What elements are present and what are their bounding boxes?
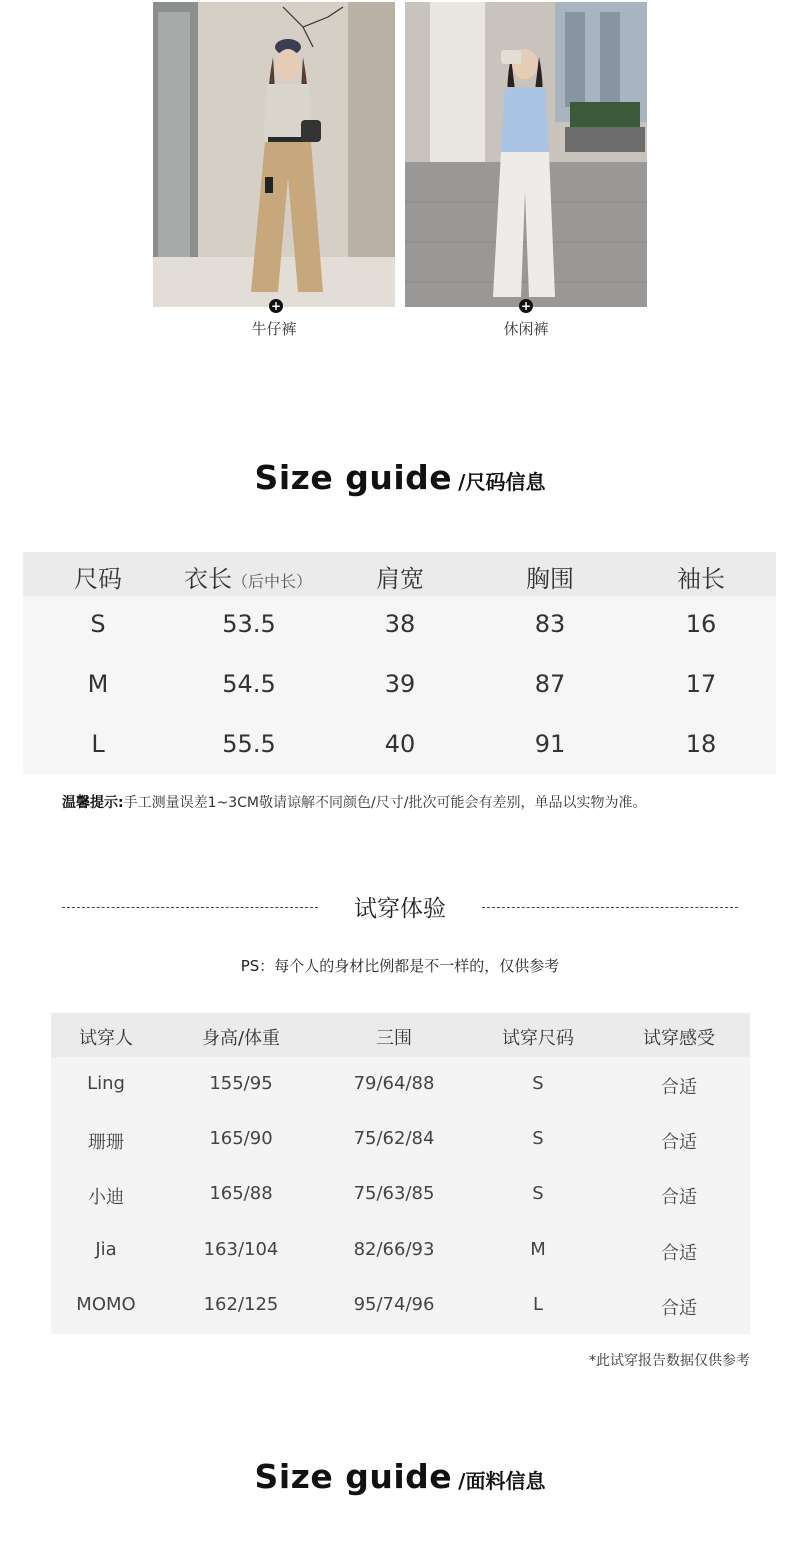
cell-chest: 87 (534, 670, 566, 698)
cell-tester: Jia (95, 1239, 117, 1260)
product-photo-jeans[interactable] (153, 2, 395, 307)
product-caption-jeans: 牛仔裤 (251, 320, 297, 338)
cell-tester: 小迪 (88, 1187, 124, 1208)
tip-text: 手工测量误差1~3CM敬请谅解不同颜色/尺寸/批次可能会有差别，单品以实物为准。 (123, 795, 647, 811)
cell-sleeve: 18 (685, 730, 717, 758)
cell-shoulder: 39 (384, 670, 416, 698)
add-casual-pants-button[interactable]: + (520, 299, 532, 313)
header-length-label: 衣长 (183, 565, 232, 593)
cell-feeling: 合适 (661, 1187, 697, 1208)
cell-feeling: 合适 (661, 1298, 697, 1319)
fabric-guide-title (0, 1457, 800, 1496)
cell-chest: 91 (534, 730, 566, 758)
cell-feeling: 合适 (661, 1243, 697, 1264)
cell-height-weight: 165/88 (209, 1183, 273, 1204)
product-caption-casual-pants: 休闲裤 (503, 320, 549, 338)
header-tester: 试穿人 (79, 1028, 133, 1049)
cell-tried-size: S (532, 1073, 544, 1094)
cell-tester: 珊珊 (88, 1132, 124, 1153)
size-guide-subheading: /尺码信息 (458, 470, 546, 494)
cell-tried-size: S (532, 1128, 544, 1149)
cell-tester: Ling (87, 1073, 125, 1094)
cell-tried-size: M (530, 1239, 546, 1260)
cell-shoulder: 38 (384, 610, 416, 638)
cell-size: L (91, 730, 105, 758)
cell-measurements: 75/62/84 (353, 1128, 435, 1149)
fabric-guide-subheading: /面料信息 (458, 1469, 546, 1493)
cell-tried-size: S (532, 1183, 544, 1204)
cell-height-weight: 155/95 (209, 1073, 273, 1094)
header-length-note: （后中长） (231, 572, 312, 591)
header-shoulder: 肩宽 (376, 565, 424, 593)
fabric-guide-heading: Size guide (254, 1457, 453, 1496)
cell-size: M (87, 670, 109, 698)
cell-tester: MOMO (76, 1294, 136, 1315)
header-chest: 胸围 (526, 565, 574, 593)
cell-measurements: 75/63/85 (353, 1183, 435, 1204)
fitting-title: 试穿体验 (354, 896, 446, 922)
header-length (158, 559, 338, 594)
cell-sleeve: 17 (685, 670, 717, 698)
size-table-header (23, 552, 776, 596)
cell-sleeve: 16 (685, 610, 717, 638)
cell-height-weight: 165/90 (209, 1128, 273, 1149)
product-photo-casual-pants[interactable] (405, 2, 647, 307)
cell-tried-size: L (532, 1294, 544, 1315)
cell-length: 53.5 (222, 610, 276, 638)
measurement-tip (62, 792, 646, 812)
cell-measurements: 79/64/88 (353, 1073, 435, 1094)
fitting-ps: PS：每个人的身材比例都是不一样的，仅供参考 (240, 957, 560, 975)
cell-length: 54.5 (222, 670, 276, 698)
cell-height-weight: 162/125 (203, 1294, 279, 1315)
cell-shoulder: 40 (384, 730, 416, 758)
cell-chest: 83 (534, 610, 566, 638)
fitting-note: *此试穿报告数据仅供参考 (589, 1353, 750, 1369)
divider-right (482, 907, 738, 908)
header-height-weight: 身高/体重 (201, 1028, 281, 1049)
cell-feeling: 合适 (661, 1077, 697, 1098)
tip-label: 温馨提示: (62, 795, 124, 811)
header-feeling: 试穿感受 (643, 1028, 715, 1049)
header-sleeve: 袖长 (677, 565, 725, 593)
cell-height-weight: 163/104 (203, 1239, 279, 1260)
size-guide-heading: Size guide (254, 458, 453, 497)
size-table (23, 552, 776, 774)
cell-size: S (90, 610, 106, 638)
fitting-table (51, 1013, 750, 1334)
cell-measurements: 82/66/93 (353, 1239, 435, 1260)
header-measurements: 三围 (376, 1028, 412, 1049)
cell-feeling: 合适 (661, 1132, 697, 1153)
header-size: 尺码 (74, 565, 122, 593)
fitting-table-header (51, 1013, 750, 1057)
cell-length: 55.5 (222, 730, 276, 758)
cell-measurements: 95/74/96 (353, 1294, 435, 1315)
add-jeans-button[interactable]: + (270, 299, 282, 313)
header-tried-size: 试穿尺码 (502, 1028, 574, 1049)
size-guide-title (0, 458, 800, 497)
